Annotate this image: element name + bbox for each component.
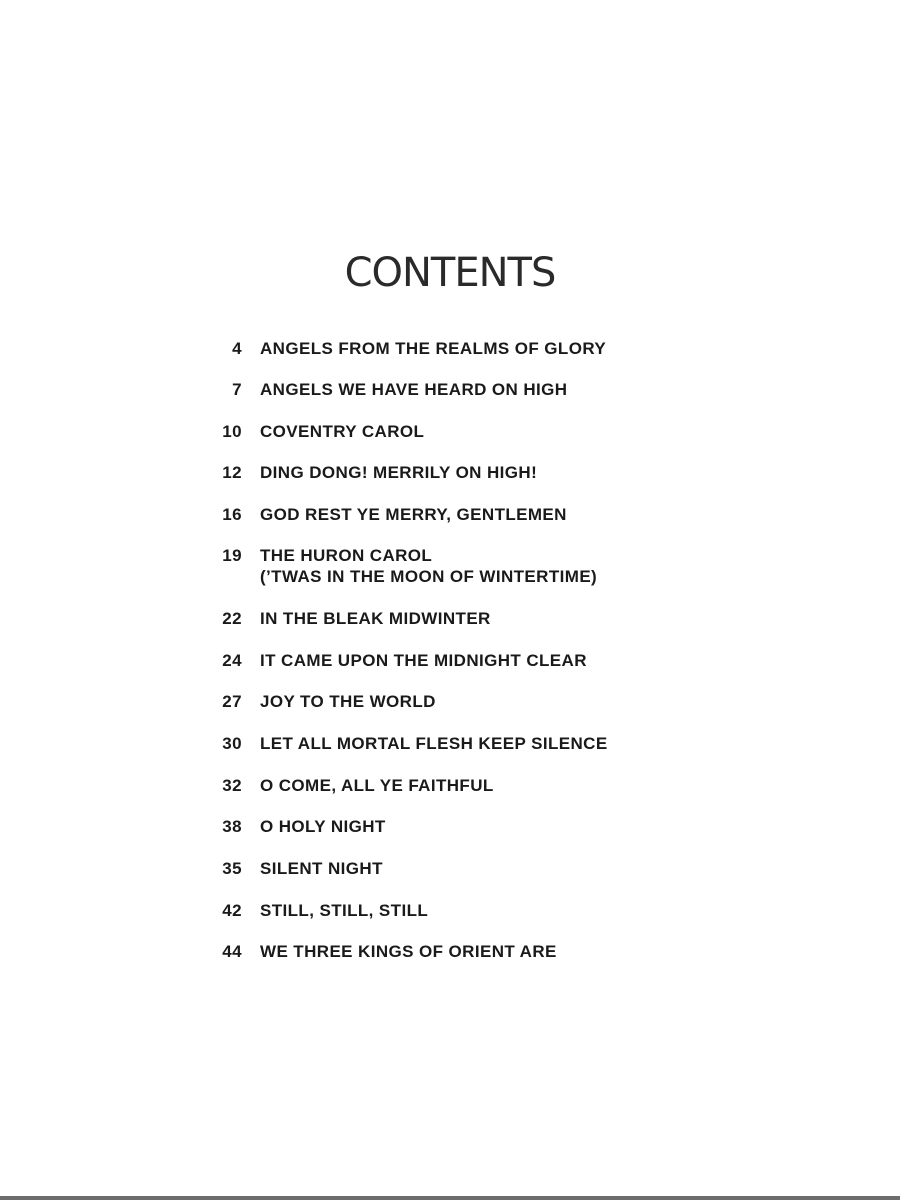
toc-page-number: 4 <box>232 339 242 358</box>
toc-title <box>260 338 860 359</box>
toc-title <box>260 421 860 442</box>
toc-page-number: 27 <box>222 692 242 711</box>
toc-title-line: O HOLY NIGHT <box>260 817 386 836</box>
toc-title-line: IT CAME UPON THE MIDNIGHT CLEAR <box>260 651 587 670</box>
toc-title <box>260 650 860 671</box>
toc-title-line: LET ALL MORTAL FLESH KEEP SILENCE <box>260 734 608 753</box>
toc-title <box>260 545 860 587</box>
toc-title-line: COVENTRY CAROL <box>260 422 425 441</box>
toc-page-number: 44 <box>222 942 242 961</box>
toc-title-line: ANGELS WE HAVE HEARD ON HIGH <box>260 380 568 399</box>
toc-title-line: WE THREE KINGS OF ORIENT ARE <box>260 942 557 961</box>
toc-title-line: GOD REST YE MERRY, GENTLEMEN <box>260 505 567 524</box>
toc-page-number: 24 <box>222 651 242 670</box>
toc-title-line: THE HURON CAROL <box>260 546 433 565</box>
toc-title-line: IN THE BLEAK MIDWINTER <box>260 609 491 628</box>
toc-title-line: STILL, STILL, STILL <box>260 901 429 920</box>
toc-title <box>260 691 860 712</box>
toc-title-line: ANGELS FROM THE REALMS OF GLORY <box>260 339 607 358</box>
page-title: CONTENTS <box>344 250 556 296</box>
toc-title <box>260 733 860 754</box>
page-bottom-edge <box>0 1196 900 1200</box>
toc-page-number: 32 <box>222 776 242 795</box>
toc-title-line: DING DONG! MERRILY ON HIGH! <box>260 463 538 482</box>
toc-page-number: 10 <box>222 422 242 441</box>
toc-page-number: 22 <box>222 609 242 628</box>
toc-title <box>260 504 860 525</box>
toc-title <box>260 462 860 483</box>
toc-page-number: 30 <box>222 734 242 753</box>
toc-title <box>260 816 860 837</box>
toc-page-number: 19 <box>222 546 242 565</box>
toc-title <box>260 379 860 400</box>
toc-page-number: 35 <box>222 859 242 878</box>
toc-page-number: 16 <box>222 505 242 524</box>
toc-page-number: 38 <box>222 817 242 836</box>
toc-title <box>260 858 860 879</box>
toc-subtitle-line: (’TWAS IN THE MOON OF WINTERTIME) <box>260 567 598 586</box>
toc-title <box>260 941 860 962</box>
toc-page-number: 42 <box>222 901 242 920</box>
toc-title-line: O COME, ALL YE FAITHFUL <box>260 776 494 795</box>
toc-title <box>260 775 860 796</box>
toc-title <box>260 608 860 629</box>
toc-title-line: SILENT NIGHT <box>260 859 383 878</box>
toc-title-line: JOY TO THE WORLD <box>260 692 436 711</box>
toc-page-number: 7 <box>232 380 242 399</box>
toc-title <box>260 900 860 921</box>
toc-page-number: 12 <box>222 463 242 482</box>
